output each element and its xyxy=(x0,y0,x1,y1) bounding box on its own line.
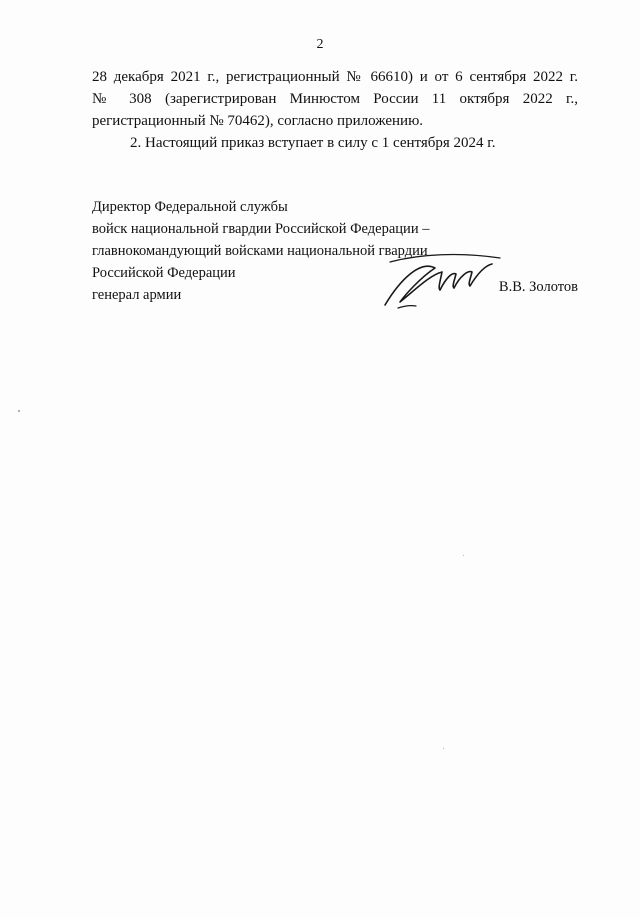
handwritten-signature xyxy=(380,250,510,310)
signatory-title-line: Директор Федеральной службы xyxy=(92,199,288,215)
signatory-title-block xyxy=(92,196,429,306)
paragraph-line: регистрационный № 70462), согласно приложению. xyxy=(92,113,424,129)
paragraph-effective-date: 2. Настоящий приказ вступает в силу с 1 сентября 2024 г. xyxy=(130,135,496,151)
page-number: 2 xyxy=(316,37,324,52)
signatory-title-line: Российской Федерации xyxy=(92,265,236,281)
signatory-title-line: главнокомандующий войсками национальной гвардии xyxy=(92,243,428,259)
paragraph-line: № 308 (зарегистрирован Минюстом России 11 октября 2022 г., xyxy=(92,91,578,107)
scan-speck xyxy=(463,555,464,556)
signatory-name: В.В. Золотов xyxy=(498,279,578,295)
paragraph-continuation xyxy=(92,66,578,132)
signatory-rank: генерал армии xyxy=(92,287,182,303)
body-text xyxy=(92,66,578,154)
scan-speck xyxy=(18,410,20,412)
paragraph-line: 28 декабря 2021 г., регистрационный № 66610) и от 6 сентября 2022 г. xyxy=(92,69,578,85)
scan-speck xyxy=(443,748,444,749)
signatory-title-line: войск национальной гвардии Российской Федерации – xyxy=(92,221,430,237)
